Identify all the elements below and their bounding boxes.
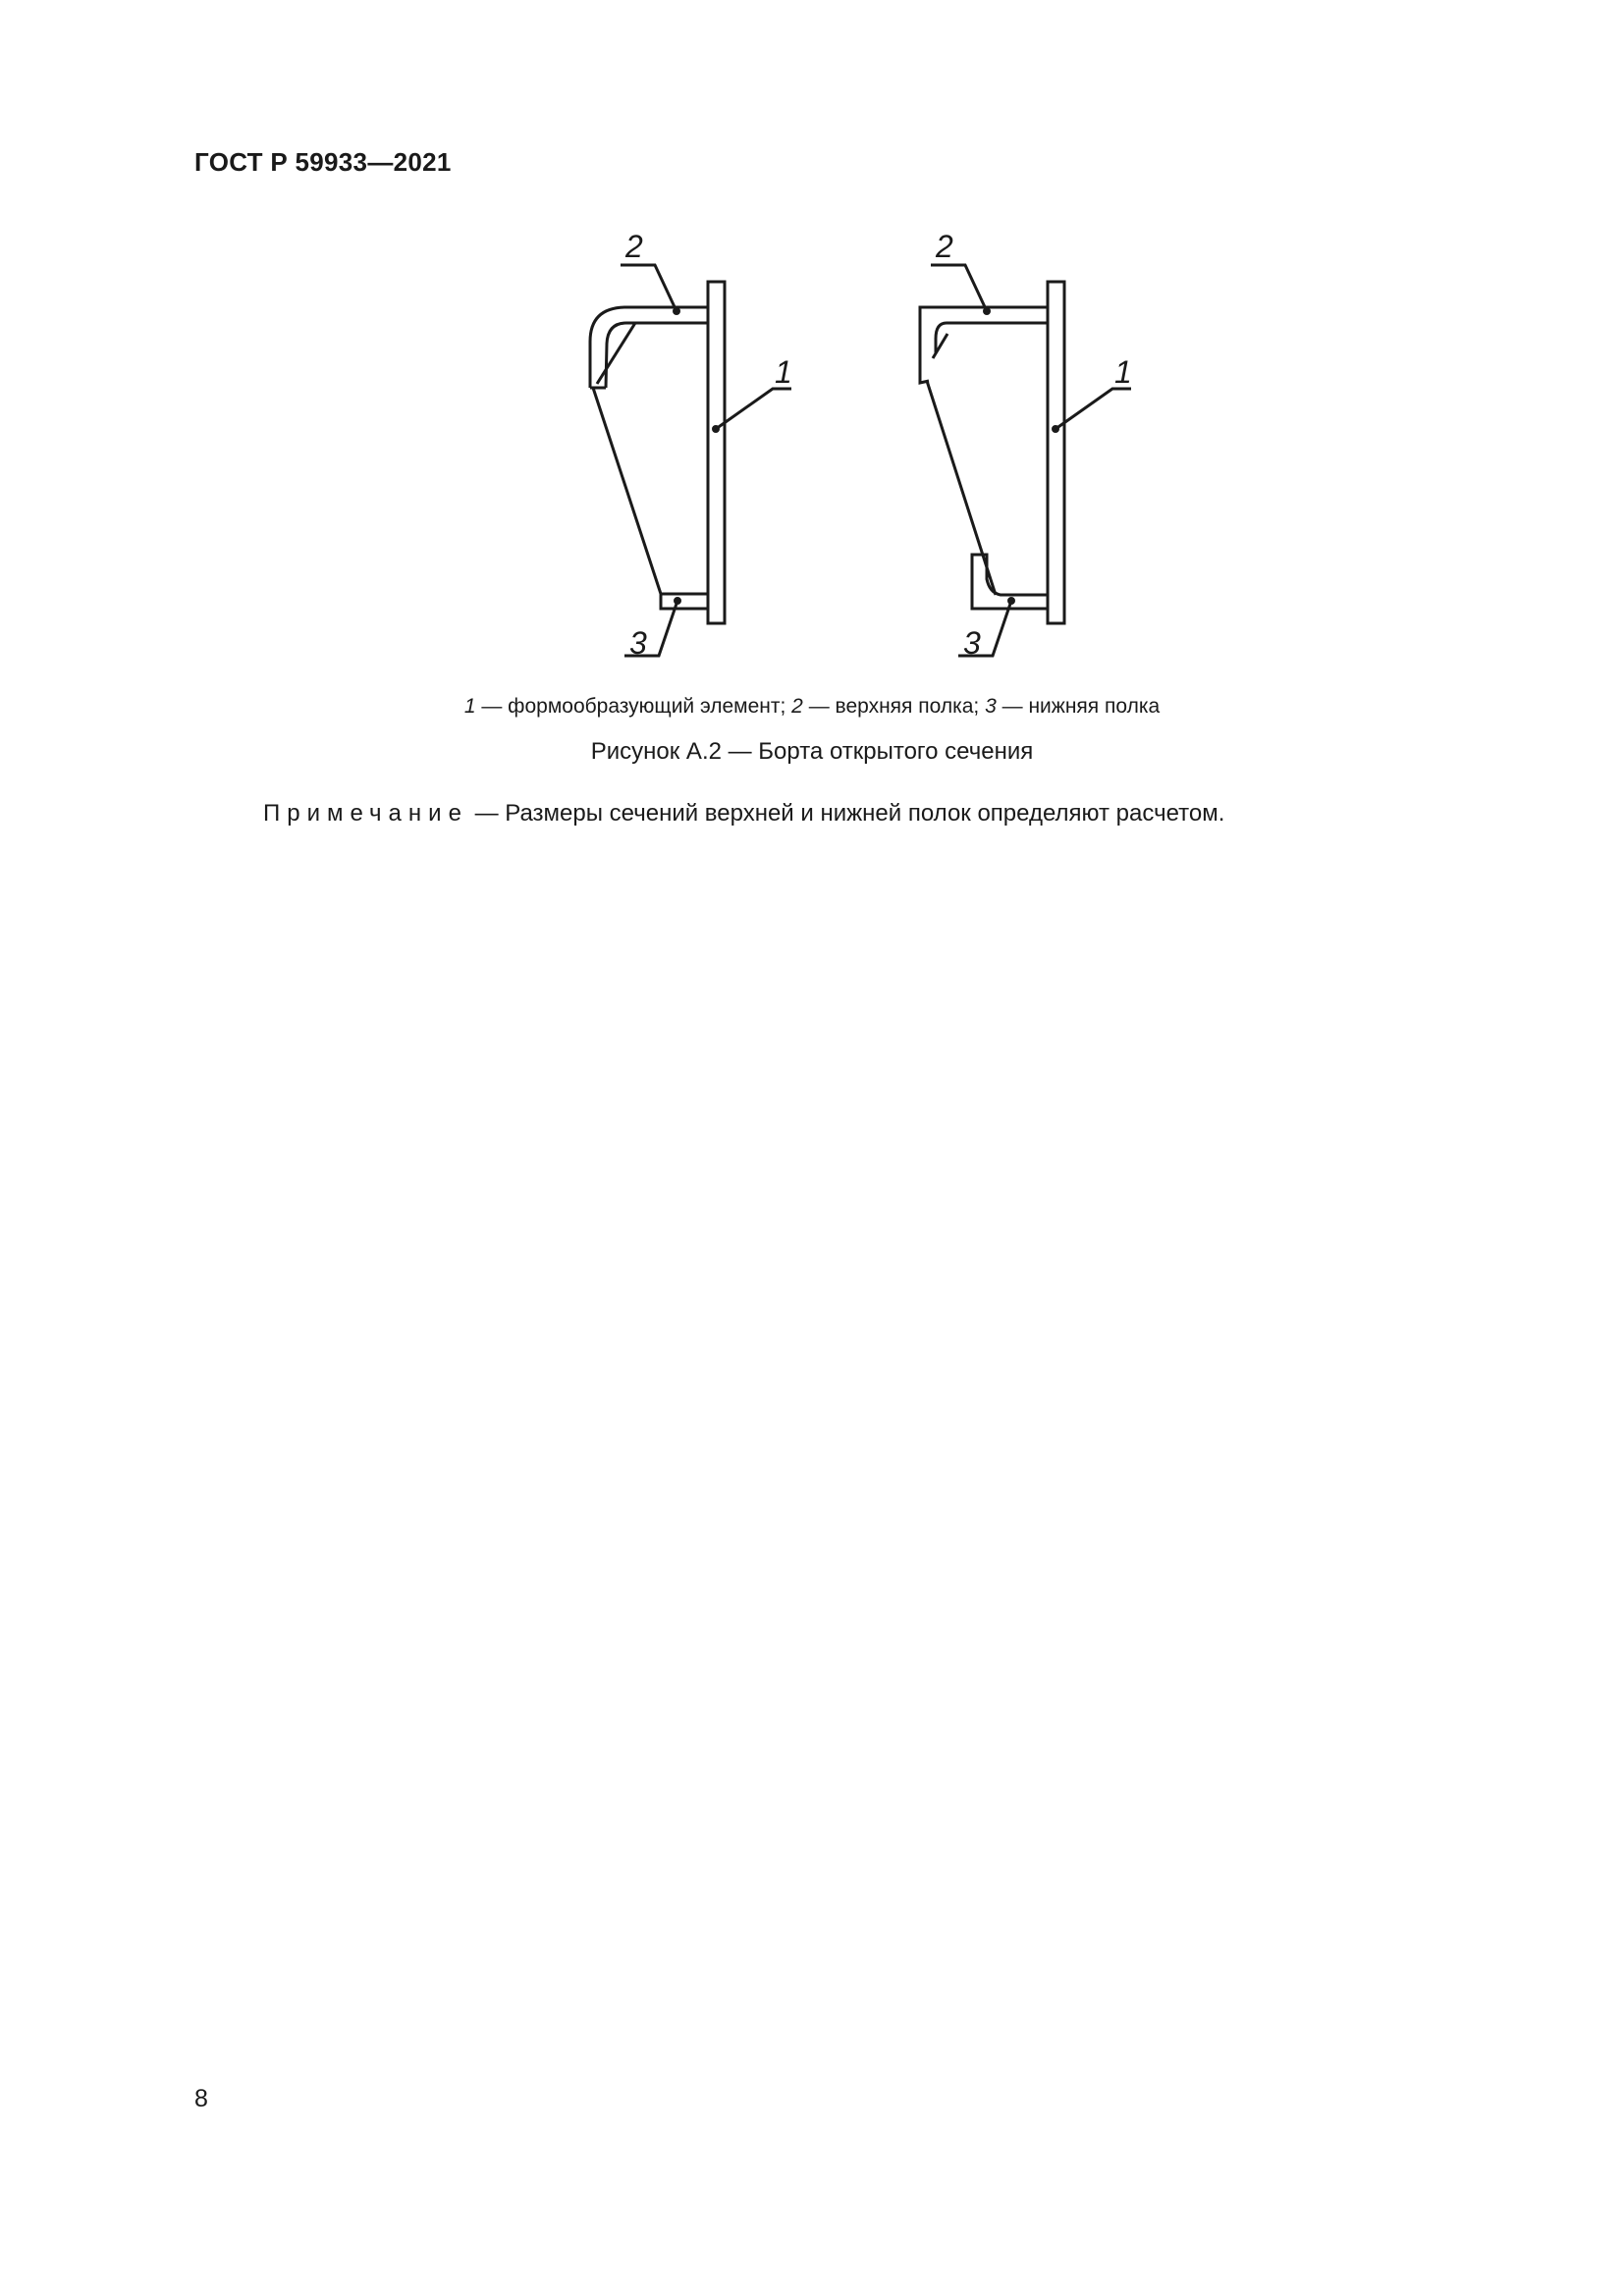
figure-legend [0,695,1624,719]
legend-text-2: — верхняя полка; [802,695,986,718]
bottom-flange-left [661,594,708,609]
web-left [593,388,661,594]
callout-1-left: 1 [775,354,792,390]
legend-num-1: 1 [463,695,476,718]
legend-num-2: 2 [791,695,803,718]
legend-text-3: — нижняя полка [996,695,1161,718]
former-plate-right [1048,282,1064,623]
note-label: Примечание [263,800,468,827]
document-code-header: ГОСТ Р 59933—2021 [194,147,452,177]
legend-text-1: — формообразующий элемент; [475,695,792,718]
page-number: 8 [194,2085,208,2112]
callout-3-right: 3 [963,625,981,661]
side-profile-rounded [590,265,791,656]
figure-caption: Рисунок А.2 — Борта открытого сечения [590,738,1034,765]
former-plate-left [708,282,725,623]
callout-1-right: 1 [1114,354,1132,390]
note-text: — Размеры сечений верхней и нижней полок определяют расчетом. [467,800,1225,827]
note-paragraph [263,800,1224,828]
callout-2-left: 2 [625,229,643,264]
callout-3-left: 3 [629,625,647,661]
legend-num-3: 3 [985,695,997,718]
callout-2-right: 2 [936,229,953,264]
side-profile-angled [920,265,1131,656]
figure-a2-drawing [0,0,1624,687]
